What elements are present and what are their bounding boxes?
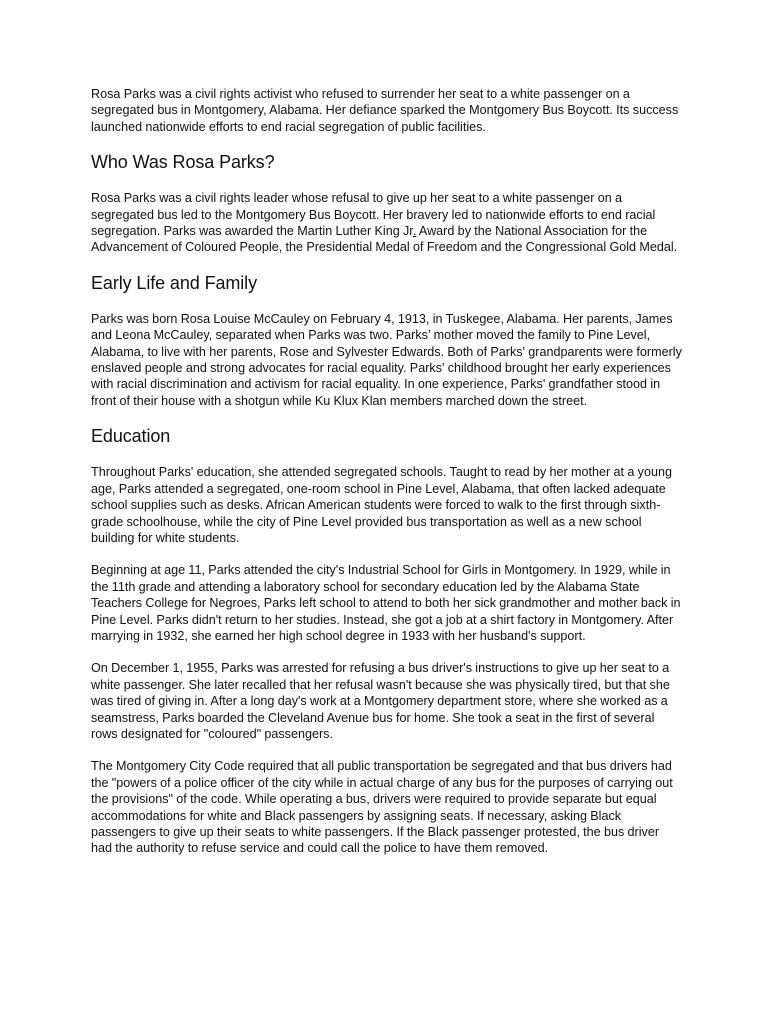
heading-early-life: Early Life and Family xyxy=(91,272,257,293)
heading-education: Education xyxy=(91,426,171,447)
jr-link[interactable]: . xyxy=(412,224,417,239)
education-paragraph-3: On December 1, 1955, Parks was arrested for refusing a bus driver's instructions to give up her seat to a white passenger. She later recalled that her refusal wasn't because she was physically tired, but that she was tired of giving in. After a long day's work at a Montgomery department store, where she worked as a seamstress, Parks boarded the Cleveland Avenue bus for home. She took a seat in the first of several rows designated for "coloured" passengers. xyxy=(91,661,670,741)
education-paragraph-4: The Montgomery City Code required that all public transportation be segregated and that bus drivers had the "powers of a police officer of the city while in actual charge of any bus for the purposes of carrying out the provisions" of the code. While operating a bus, drivers were required to provide separate but equal accommodations for white and Black passengers by assigning seats. If necessary, asking Black passengers to give up their seats to white passengers. If the Black passenger protested, the bus driver had the authority to refuse service and could call the police to have them removed. xyxy=(91,759,673,856)
who-was-paragraph xyxy=(91,190,683,256)
heading-who-was-rosa-parks: Who Was Rosa Parks? xyxy=(91,152,275,173)
document-page xyxy=(91,86,683,857)
education-paragraph-1: Throughout Parks' education, she attended segregated schools. Taught to read by her mother at a young age, Parks attended a segregated, one-room school in Pine Level, Alabama, that often lacked adequate school supplies such as desks. African American students were forced to walk to the first through sixth-grade schoolhouse, while the city of Pine Level provided bus transportation as well as a new school building for white students. xyxy=(91,465,672,545)
early-life-paragraph: Parks was born Rosa Louise McCauley on February 4, 1913, in Tuskegee, Alabama. Her parents, James and Leona McCauley, separated when Parks was two. Parks’ mother moved the family to Pine Level, Alabama, to live with her parents, Rose and Sylvester Edwards. Both of Parks' grandparents were formerly enslaved people and strong advocates for racial equality. Parks' childhood brought her early experiences with racial discrimination and activism for racial equality. In one experience, Parks' grandfather stood in front of their house with a shotgun while Ku Klux Klan members marched down the street. xyxy=(91,311,682,408)
who-was-text-before: Rosa Parks was a civil rights leader whose refusal to give up her seat to a white passenger on a segregated bus led to the Montgomery Bus Boycott. Her bravery led to nationwide efforts to end racial segregation. Parks was awarded the Martin Luther King Jr xyxy=(91,191,656,239)
education-paragraph-2: Beginning at age 11, Parks attended the city's Industrial School for Girls in Montgomery. In 1929, while in the 11th grade and attending a laboratory school for secondary education led by the Alabama State Teachers College for Negroes, Parks left school to attend to both her sick grandmother and mother back in Pine Level. Parks didn't return to her studies. Instead, she got a job at a shirt factory in Montgomery. After marrying in 1932, she earned her high school degree in 1933 with her husband's support. xyxy=(91,563,681,643)
intro-paragraph: Rosa Parks was a civil rights activist who refused to surrender her seat to a white passenger on a segregated bus in Montgomery, Alabama. Her defiance sparked the Montgomery Bus Boycott. Its success launched nationwide efforts to end racial segregation of public facilities. xyxy=(91,87,679,134)
who-was-text-after: Award by the National Association for the Advancement of Coloured People, the Presidential Medal of Freedom and the Congressional Gold Medal. xyxy=(91,224,678,255)
